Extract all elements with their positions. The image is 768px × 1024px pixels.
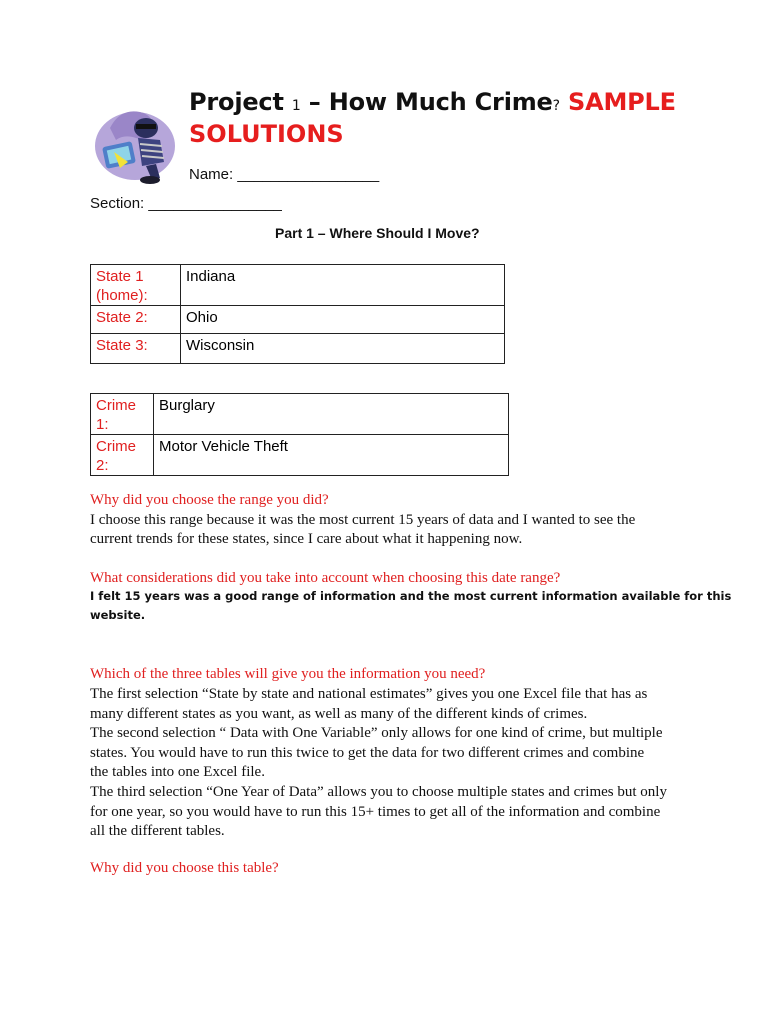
- state-3-value: Wisconsin: [181, 334, 505, 364]
- answer-range-line-1: I choose this range because it was the most current 15 years of data and I wanted to see the: [90, 512, 636, 528]
- table-row: [91, 265, 505, 306]
- burglar-clipart-icon: [90, 98, 180, 186]
- table-row: [91, 394, 509, 435]
- state-2-label: State 2:: [91, 306, 181, 334]
- answer-considerations-line-1: I felt 15 years was a good range of information and the most current information available for this: [90, 589, 732, 603]
- state-1-value: Indiana: [181, 265, 505, 306]
- answer-tables-line: The first selection “State by state and national estimates” gives you one Excel file that has as: [90, 686, 648, 702]
- question-range: Why did you choose the range you did?: [90, 492, 329, 508]
- crime-2-label: Crime 2:: [91, 435, 154, 476]
- crime-1-value: Burglary: [154, 394, 509, 435]
- name-field: Name: _________________: [189, 166, 380, 183]
- crime-1-label: Crime 1:: [91, 394, 154, 435]
- question-considerations: What considerations did you take into account when choosing this date range?: [90, 570, 561, 586]
- answer-range-line-2: current trends for these states, since I care about what it happening now.: [90, 531, 523, 547]
- crime-2-value: Motor Vehicle Theft: [154, 435, 509, 476]
- answer-tables-line: for one year, so you would have to run this 15+ times to get all of the information and combine: [90, 803, 661, 820]
- table-row: [91, 435, 509, 476]
- table-row: [91, 306, 505, 334]
- title-project: Project: [189, 88, 284, 116]
- title-number: 1: [291, 98, 301, 114]
- title-main: – How Much Crime: [300, 88, 553, 116]
- title-question-mark: ?: [552, 98, 560, 114]
- question-why-table: Why did you choose this table?: [90, 860, 279, 876]
- title-solutions: SOLUTIONS: [189, 120, 344, 148]
- crimes-table: [90, 393, 509, 476]
- table-row: [91, 334, 505, 364]
- answer-tables-line: many different states as you want, as well as many of the different kinds of crimes.: [90, 705, 588, 722]
- answer-tables: [90, 685, 667, 842]
- section-field: Section: ________________: [90, 195, 282, 212]
- state-1-label: State 1 (home):: [91, 265, 181, 306]
- answer-tables-line: The third selection “One Year of Data” allows you to choose multiple states and crimes but only: [90, 783, 667, 800]
- answer-tables-line: states. You would have to run this twice to get the data for two different crimes and combine: [90, 744, 645, 761]
- states-table: [90, 264, 505, 364]
- answer-tables-line: the tables into one Excel file.: [90, 764, 265, 781]
- answer-tables-line: all the different tables.: [90, 823, 225, 840]
- title-sample: SAMPLE: [568, 88, 676, 116]
- question-tables: Which of the three tables will give you the information you need?: [90, 666, 486, 682]
- page-title: [189, 88, 676, 116]
- answer-tables-line: The second selection “ Data with One Variable” only allows for one kind of crime, but multiple: [90, 725, 663, 742]
- part-heading: Part 1 – Where Should I Move?: [275, 225, 480, 241]
- state-2-value: Ohio: [181, 306, 505, 334]
- answer-considerations-line-2: website.: [90, 608, 146, 622]
- state-3-label: State 3:: [91, 334, 181, 364]
